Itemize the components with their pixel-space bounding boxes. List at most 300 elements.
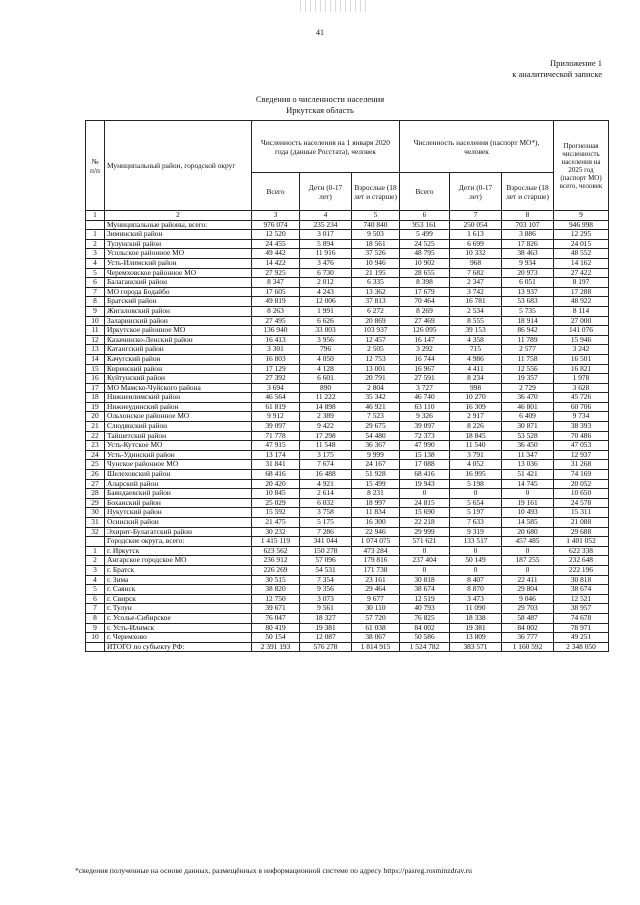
value-cell: 13 036 <box>502 460 554 470</box>
header-num: № п/п <box>86 121 105 211</box>
row-number: 21 <box>86 422 105 432</box>
value-cell: 54 531 <box>300 565 352 575</box>
value-cell: 71 778 <box>252 431 300 441</box>
value-cell: 3 473 <box>450 594 502 604</box>
value-cell: 3 956 <box>300 335 352 345</box>
value-cell: 39 097 <box>252 422 300 432</box>
value-cell: 11 758 <box>502 354 554 364</box>
municipality-name: г. Черемхово <box>105 633 252 643</box>
value-cell: 8 226 <box>450 422 502 432</box>
municipality-name: г. Тулун <box>105 604 252 614</box>
municipality-name: г. Братск <box>105 565 252 575</box>
value-cell: 1 991 <box>300 306 352 316</box>
value-cell: 17 088 <box>400 460 450 470</box>
value-cell: 53 683 <box>502 297 554 307</box>
table-row <box>86 441 609 451</box>
summary-row <box>86 642 609 652</box>
value-cell: 622 338 <box>554 546 609 556</box>
municipality-name: Нижнеилимский район <box>105 393 252 403</box>
value-cell: 3 791 <box>450 450 502 460</box>
value-cell: 6 051 <box>502 278 554 288</box>
column-number-cell: 1 <box>86 211 105 221</box>
value-cell: 5 499 <box>400 230 450 240</box>
value-cell: 20 973 <box>502 268 554 278</box>
value-cell: 17 288 <box>554 287 609 297</box>
municipality-name: Нижнеудинский район <box>105 402 252 412</box>
value-cell: 3 017 <box>300 230 352 240</box>
value-cell: 22 218 <box>400 518 450 528</box>
municipality-name: ИТОГО по субъекту РФ: <box>105 642 252 652</box>
value-cell: 11 916 <box>300 249 352 259</box>
municipality-name: МО Мамско-Чуйского района <box>105 383 252 393</box>
municipality-name: г. Иркутск <box>105 546 252 556</box>
value-cell: 16 821 <box>554 364 609 374</box>
value-cell: 1 524 782 <box>400 642 450 652</box>
row-number: 2 <box>86 239 105 249</box>
value-cell: 8 870 <box>450 585 502 595</box>
value-cell: 6 335 <box>352 278 400 288</box>
value-cell: 48 922 <box>554 297 609 307</box>
row-number: 27 <box>86 479 105 489</box>
value-cell: 11 347 <box>502 450 554 460</box>
value-cell: 49 442 <box>252 249 300 259</box>
value-cell: 150 278 <box>300 546 352 556</box>
row-number: 14 <box>86 354 105 364</box>
value-cell: 27 000 <box>554 316 609 326</box>
value-cell: 19 161 <box>502 498 554 508</box>
row-number: 3 <box>86 249 105 259</box>
value-cell: 49 819 <box>252 297 300 307</box>
municipality-name: Усть-Удинский район <box>105 450 252 460</box>
value-cell: 39 097 <box>400 422 450 432</box>
value-cell: 3 742 <box>450 287 502 297</box>
value-cell: 0 <box>400 565 450 575</box>
value-cell: 237 404 <box>400 556 450 566</box>
municipality-name: Городские округа, всего: <box>105 537 252 547</box>
value-cell: 48 552 <box>554 249 609 259</box>
value-cell: 0 <box>502 565 554 575</box>
value-cell: 4 358 <box>450 335 502 345</box>
row-number: 2 <box>86 556 105 566</box>
scan-artifact <box>300 0 370 12</box>
value-cell: 703 107 <box>502 220 554 230</box>
value-cell: 21 195 <box>352 268 400 278</box>
value-cell: 13 174 <box>252 450 300 460</box>
value-cell: 76 047 <box>252 613 300 623</box>
table-row <box>86 393 609 403</box>
value-cell: 0 <box>450 565 502 575</box>
header-name: Муниципальный район, городской округ <box>105 121 252 211</box>
value-cell: 11 789 <box>502 335 554 345</box>
row-number: 19 <box>86 402 105 412</box>
value-cell: 968 <box>450 258 502 268</box>
table-row <box>86 633 609 643</box>
row-number: 7 <box>86 287 105 297</box>
value-cell: 8 407 <box>450 575 502 585</box>
value-cell: 84 002 <box>502 623 554 633</box>
value-cell: 24 578 <box>554 498 609 508</box>
row-number: 20 <box>86 412 105 422</box>
value-cell: 12 937 <box>554 450 609 460</box>
value-cell: 20 420 <box>252 479 300 489</box>
value-cell: 10 946 <box>352 258 400 268</box>
table-row <box>86 575 609 585</box>
value-cell: 72 373 <box>400 431 450 441</box>
value-cell: 5 175 <box>300 518 352 528</box>
table-row <box>86 258 609 268</box>
value-cell: 78 971 <box>554 623 609 633</box>
row-number: 13 <box>86 345 105 355</box>
value-cell: 2 917 <box>450 412 502 422</box>
value-cell: 4 411 <box>450 364 502 374</box>
value-cell: 4 921 <box>300 479 352 489</box>
value-cell: 76 825 <box>400 613 450 623</box>
value-cell: 8 197 <box>554 278 609 288</box>
value-cell: 226 269 <box>252 565 300 575</box>
header-adults: Взрослые (18 лет и старше) <box>352 173 400 211</box>
value-cell: 179 816 <box>352 556 400 566</box>
table-body <box>86 220 609 652</box>
row-number: 25 <box>86 460 105 470</box>
value-cell: 11 222 <box>300 393 352 403</box>
value-cell: 187 255 <box>502 556 554 566</box>
value-cell: 12 087 <box>300 633 352 643</box>
table-row <box>86 527 609 537</box>
value-cell: 48 795 <box>400 249 450 259</box>
value-cell: 29 999 <box>400 527 450 537</box>
value-cell: 7 523 <box>352 412 400 422</box>
value-cell: 61 819 <box>252 402 300 412</box>
value-cell: 19 943 <box>400 479 450 489</box>
value-cell: 457 485 <box>502 537 554 547</box>
municipality-name: г. Усолье-Сибирское <box>105 613 252 623</box>
value-cell: 16 967 <box>400 364 450 374</box>
value-cell: 17 129 <box>252 364 300 374</box>
row-number: 4 <box>86 258 105 268</box>
value-cell: 10 902 <box>400 258 450 268</box>
municipality-name: Шелеховский район <box>105 470 252 480</box>
value-cell: 3 628 <box>554 383 609 393</box>
value-cell: 17 298 <box>300 431 352 441</box>
municipality-name: Слюдянский район <box>105 422 252 432</box>
summary-row <box>86 220 609 230</box>
value-cell: 50 154 <box>252 633 300 643</box>
value-cell: 39 671 <box>252 604 300 614</box>
value-cell: 18 997 <box>352 498 400 508</box>
value-cell: 1 160 592 <box>502 642 554 652</box>
value-cell: 16 803 <box>252 354 300 364</box>
value-cell: 70 486 <box>554 431 609 441</box>
header-children: Дети (0-17 лет) <box>300 173 352 211</box>
table-row <box>86 354 609 364</box>
column-number-cell: 7 <box>450 211 502 221</box>
value-cell: 7 682 <box>450 268 502 278</box>
value-cell: 250 054 <box>450 220 502 230</box>
table-row <box>86 249 609 259</box>
value-cell: 16 309 <box>450 402 502 412</box>
table-row <box>86 383 609 393</box>
value-cell: 20 869 <box>352 316 400 326</box>
municipality-name: г. Саянск <box>105 585 252 595</box>
row-number: 22 <box>86 431 105 441</box>
table-row <box>86 470 609 480</box>
value-cell: 24 167 <box>352 460 400 470</box>
table-row <box>86 508 609 518</box>
value-cell: 2 347 <box>450 278 502 288</box>
table-row <box>86 565 609 575</box>
value-cell: 27 469 <box>400 316 450 326</box>
value-cell: 953 161 <box>400 220 450 230</box>
value-cell: 45 726 <box>554 393 609 403</box>
municipality-name: Осинский район <box>105 518 252 528</box>
row-number: 9 <box>86 623 105 633</box>
value-cell: 17 826 <box>502 239 554 249</box>
column-number-cell: 6 <box>400 211 450 221</box>
value-cell: 30 515 <box>252 575 300 585</box>
value-cell: 8 347 <box>252 278 300 288</box>
value-cell: 2 391 193 <box>252 642 300 652</box>
value-cell: 383 571 <box>450 642 502 652</box>
column-numbers-row <box>86 211 609 221</box>
row-number <box>86 537 105 547</box>
value-cell: 15 690 <box>400 508 450 518</box>
value-cell: 57 096 <box>300 556 352 566</box>
value-cell: 2 012 <box>300 278 352 288</box>
value-cell: 6 409 <box>502 412 554 422</box>
row-number: 32 <box>86 527 105 537</box>
column-number-cell: 9 <box>554 211 609 221</box>
table-row <box>86 546 609 556</box>
value-cell: 19 381 <box>300 623 352 633</box>
value-cell: 341 044 <box>300 537 352 547</box>
municipality-name: Усть-Илимский район <box>105 258 252 268</box>
column-number-cell: 8 <box>502 211 554 221</box>
value-cell: 8 269 <box>400 306 450 316</box>
title-line-2: Иркутская область <box>286 105 354 115</box>
value-cell: 8 555 <box>450 316 502 326</box>
value-cell: 12 519 <box>400 594 450 604</box>
value-cell: 11 834 <box>352 508 400 518</box>
municipality-name: МО города Бодайбо <box>105 287 252 297</box>
value-cell: 12 753 <box>352 354 400 364</box>
value-cell: 3 476 <box>300 258 352 268</box>
value-cell: 68 416 <box>252 470 300 480</box>
value-cell: 8 234 <box>450 374 502 384</box>
value-cell: 11 540 <box>450 441 502 451</box>
value-cell: 2 534 <box>450 306 502 316</box>
value-cell: 10 332 <box>450 249 502 259</box>
value-cell: 576 278 <box>300 642 352 652</box>
value-cell: 70 464 <box>400 297 450 307</box>
summary-row <box>86 537 609 547</box>
value-cell: 946 998 <box>554 220 609 230</box>
value-cell: 29 675 <box>352 422 400 432</box>
value-cell: 1 074 075 <box>352 537 400 547</box>
column-number-cell: 4 <box>300 211 352 221</box>
municipality-name: Муниципальные районы, всего: <box>105 220 252 230</box>
value-cell: 9 999 <box>352 450 400 460</box>
value-cell: 46 801 <box>502 402 554 412</box>
value-cell: 50 586 <box>400 633 450 643</box>
appendix-line-2: к аналитической записке <box>512 69 602 79</box>
value-cell: 18 327 <box>300 613 352 623</box>
municipality-name: Жигаловский район <box>105 306 252 316</box>
value-cell: 9 422 <box>300 422 352 432</box>
value-cell: 3 694 <box>252 383 300 393</box>
value-cell: 27 495 <box>252 316 300 326</box>
value-cell: 18 561 <box>352 239 400 249</box>
value-cell: 6 626 <box>300 316 352 326</box>
value-cell: 27 925 <box>252 268 300 278</box>
row-number: 16 <box>86 374 105 384</box>
value-cell: 24 015 <box>554 239 609 249</box>
value-cell: 63 110 <box>400 402 450 412</box>
municipality-name: Нукутский район <box>105 508 252 518</box>
value-cell: 25 029 <box>252 498 300 508</box>
value-cell: 6 032 <box>300 498 352 508</box>
value-cell: 19 357 <box>502 374 554 384</box>
value-cell: 74 169 <box>554 470 609 480</box>
value-cell: 47 053 <box>554 441 609 451</box>
value-cell: 18 845 <box>450 431 502 441</box>
value-cell: 14 422 <box>252 258 300 268</box>
value-cell: 38 820 <box>252 585 300 595</box>
value-cell: 232 648 <box>554 556 609 566</box>
value-cell: 47 915 <box>252 441 300 451</box>
value-cell: 126 095 <box>400 326 450 336</box>
value-cell: 0 <box>502 546 554 556</box>
value-cell: 13 362 <box>352 287 400 297</box>
row-number: 11 <box>86 326 105 336</box>
value-cell: 23 161 <box>352 575 400 585</box>
municipality-name: Зиминский район <box>105 230 252 240</box>
value-cell: 35 342 <box>352 393 400 403</box>
value-cell: 9 046 <box>502 594 554 604</box>
value-cell: 12 750 <box>252 594 300 604</box>
column-number-cell: 3 <box>252 211 300 221</box>
value-cell: 30 818 <box>554 575 609 585</box>
value-cell: 16 995 <box>450 470 502 480</box>
value-cell: 50 149 <box>450 556 502 566</box>
table-row <box>86 479 609 489</box>
value-cell: 28 655 <box>400 268 450 278</box>
value-cell: 24 815 <box>400 498 450 508</box>
municipality-name: Куйтунский район <box>105 374 252 384</box>
value-cell: 2 577 <box>502 345 554 355</box>
value-cell: 16 413 <box>252 335 300 345</box>
value-cell: 890 <box>300 383 352 393</box>
value-cell: 976 074 <box>252 220 300 230</box>
table-row <box>86 268 609 278</box>
row-number: 1 <box>86 546 105 556</box>
row-number: 3 <box>86 565 105 575</box>
value-cell: 3 242 <box>554 345 609 355</box>
title-line-1: Сведения о численности населения <box>255 94 385 104</box>
value-cell: 740 840 <box>352 220 400 230</box>
value-cell: 29 464 <box>352 585 400 595</box>
value-cell: 9 912 <box>252 412 300 422</box>
value-cell: 29 703 <box>502 604 554 614</box>
value-cell: 9 677 <box>352 594 400 604</box>
value-cell: 30 871 <box>502 422 554 432</box>
value-cell: 998 <box>450 383 502 393</box>
municipality-name: г. Свирск <box>105 594 252 604</box>
row-number: 9 <box>86 306 105 316</box>
value-cell: 10 270 <box>450 393 502 403</box>
value-cell: 12 295 <box>554 230 609 240</box>
municipality-name: Братский район <box>105 297 252 307</box>
table-row <box>86 345 609 355</box>
value-cell: 2 348 050 <box>554 642 609 652</box>
row-number: 1 <box>86 230 105 240</box>
row-number: 26 <box>86 470 105 480</box>
value-cell: 715 <box>450 345 502 355</box>
value-cell: 13 809 <box>450 633 502 643</box>
table-row <box>86 278 609 288</box>
table-row <box>86 422 609 432</box>
municipality-name: Иркутское районное МО <box>105 326 252 336</box>
value-cell: 12 457 <box>352 335 400 345</box>
value-cell: 1 401 052 <box>554 537 609 547</box>
value-cell: 4 050 <box>300 354 352 364</box>
value-cell: 10 650 <box>554 489 609 499</box>
municipality-name: Качугский район <box>105 354 252 364</box>
table-row <box>86 326 609 336</box>
municipality-name: Чунское районное МО <box>105 460 252 470</box>
value-cell: 84 002 <box>400 623 450 633</box>
value-cell: 5 894 <box>300 239 352 249</box>
value-cell: 46 564 <box>252 393 300 403</box>
table-row <box>86 316 609 326</box>
population-table <box>85 120 609 652</box>
municipality-name: Киренский район <box>105 364 252 374</box>
value-cell: 37 526 <box>352 249 400 259</box>
value-cell: 222 196 <box>554 565 609 575</box>
value-cell: 9 319 <box>450 527 502 537</box>
value-cell: 33 003 <box>300 326 352 336</box>
value-cell: 3 175 <box>300 450 352 460</box>
value-cell: 0 <box>502 489 554 499</box>
value-cell: 74 678 <box>554 613 609 623</box>
municipality-name: Тулунский район <box>105 239 252 249</box>
value-cell: 49 251 <box>554 633 609 643</box>
value-cell: 136 940 <box>252 326 300 336</box>
table-row <box>86 230 609 240</box>
table-row <box>86 402 609 412</box>
table-row <box>86 489 609 499</box>
value-cell: 24 455 <box>252 239 300 249</box>
row-number: 5 <box>86 268 105 278</box>
value-cell: 9 561 <box>300 604 352 614</box>
value-cell: 86 942 <box>502 326 554 336</box>
table-row <box>86 450 609 460</box>
table-row <box>86 585 609 595</box>
value-cell: 17 605 <box>252 287 300 297</box>
municipality-name: г. Усть-Илимск <box>105 623 252 633</box>
value-cell: 0 <box>450 489 502 499</box>
row-number: 6 <box>86 594 105 604</box>
row-number: 31 <box>86 518 105 528</box>
value-cell: 133 517 <box>450 537 502 547</box>
value-cell: 13 937 <box>502 287 554 297</box>
table-row <box>86 556 609 566</box>
value-cell: 51 928 <box>352 470 400 480</box>
value-cell: 14 898 <box>300 402 352 412</box>
value-cell: 2 614 <box>300 489 352 499</box>
value-cell: 31 268 <box>554 460 609 470</box>
column-number-cell: 5 <box>352 211 400 221</box>
header-forecast: Прогнозная численность населения на 2025 год (паспорт МО) всего, человек <box>554 121 609 211</box>
